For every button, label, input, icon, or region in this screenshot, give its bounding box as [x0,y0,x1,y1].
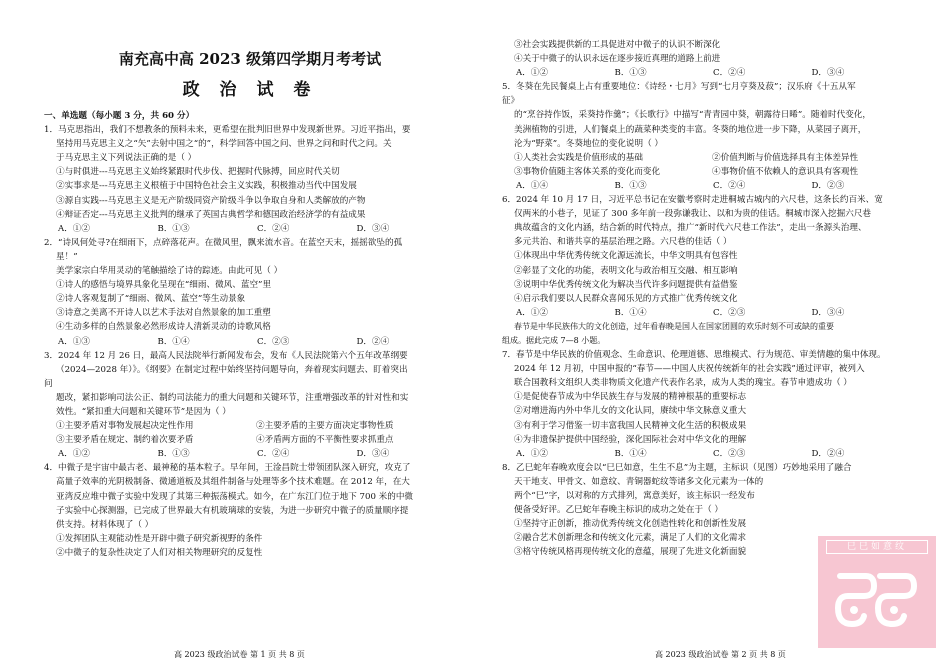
q3-item: ③主要矛盾在规定、制约着次要矛盾 [56,435,194,446]
question-1 [44,123,456,236]
q3-item: ④矛盾两方面的不平衡性要求抓重点 [256,435,394,446]
q5-item: ③事物价值随主客体关系的变化而变化 [514,166,661,177]
q6-item: ③说明中华优秀传统文化为解决当代许多问题提供有益借鉴 [514,279,738,290]
q5-option-c[interactable]: C．②④ [713,180,746,191]
note-line: 组成。据此完成 7—8 小题。 [502,335,606,345]
q4-stem-line: 高量子效率的光阴极制备、微通道板及其组件制备与处理等多个技术难题。在 2012 年，在大 [56,477,410,488]
q5-options [502,179,910,193]
question-3 [44,349,456,462]
q3-item: ②主要矛盾的主要方面决定事物性质 [256,421,394,432]
q8-stem-line: 8．乙巳蛇年春晚欢度会以“巳巳如意，生生不息”为主题，主标识（见图）巧妙地采用了融合 [502,462,852,473]
q6-stem-line: 多元共治、和谐共享的基层治理之路。六尺巷的佳话（ ） [514,237,732,248]
q5-item: ①人类社会实践是价值形成的基础 [514,152,643,163]
q2-option-c[interactable]: C．②③ [257,336,290,347]
right-page [502,38,910,559]
q7-item: ③有利于学习借鉴一切丰富我国人民精神文化生活的积极成果 [514,420,747,431]
q7-option-a[interactable]: A．①② [516,448,548,459]
q3-stem-line: 题改，紧扣影响司法公正、制约司法能力的重大问题和关键环节，注重增强改革的针对性和实 [56,392,409,403]
q1-option-c[interactable]: C．②④ [257,223,290,234]
question-5 [502,80,910,193]
q1-item: ①与时俱进---马克思主义始终紧跟时代步伐、把握时代脉搏，回应时代关切 [56,167,340,178]
q6-stem-line: 典故蕴含的文化内涵，结合新的时代特点，推广“新时代六尺巷工作法”，走出一条源头治理、 [514,223,867,234]
question-4 [44,461,456,560]
q5-stem-line: 沦为“野菜”。冬葵地位的变化说明（ ） [514,138,664,149]
section-heading: 一、单选题（每小题 3 分，共 60 分） [44,111,195,121]
exam-title: 南充高中高 2023 级第四学期月考考试 [118,50,382,68]
q5-stem-line: 的“烹谷持作饭，采葵持作羹”；《长歌行》中描写“青青园中葵，朝露待日晞”。随着时代变化， [514,110,872,121]
q1-item: ③源自实践---马克思主义是无产阶级同资产阶级斗争以争取自身和人类解放的产物 [56,195,366,206]
q6-option-c[interactable]: C．②③ [713,307,746,318]
q7-item: ①是促使春节成为中华民族生存与发展的精神根基的重要标志 [514,392,747,403]
q1-stem-line: 1．马克思指出，我们不想教条的预料未来，更希望在批判旧世界中发现新世界。习近平指出，要 [44,125,411,136]
q6-option-d[interactable]: D．③④ [811,307,845,318]
footer-left: 高 2023 级政治试卷 第 1 页 共 8 页 [174,650,305,659]
q3-items-row [44,419,456,433]
q2-stem-line: 美学家宗白华用灵动的笔触描绘了诗的踪迹。由此可见（ ） [56,266,283,277]
q3-items-row [44,433,456,447]
q5-item: ④事物价值不依赖人的意识具有客观性 [712,166,859,177]
q1-stem-line: 坚持用马克思主义之“矢”去射中国之“的”，科学回答中国之问、世界之问和时代之问。关 [56,139,392,150]
q6-item: ④启示我们要以人民群众喜闻乐见的方式推广优秀传统文化 [514,293,738,304]
q2-options [44,335,456,349]
q7-options [502,447,910,461]
q4-options [502,66,910,80]
q8-item: ①坚持守正创新，推动优秀传统文化创造性转化和创新性发展 [514,519,747,530]
q1-option-b[interactable]: B．①③ [157,223,190,234]
q2-item: ②诗人客观复制了“细雨、微风、蓝空”等生动景象 [56,294,246,305]
q7-option-c[interactable]: C．②③ [713,448,746,459]
q5-stem-line: 征》 [502,96,520,107]
question-7 [502,348,910,461]
q6-item: ①体现出中华优秀传统文化源远流长，中华文明具有包容性 [514,251,738,262]
gala-logo-caption: 巳巳如意纹 [826,540,928,554]
q7-item: ④为非遗保护提供中国经验，深化国际社会对中华文化的理解 [514,434,747,445]
footer-right: 高 2023 级政治试卷 第 2 页 共 8 页 [655,650,786,659]
q5-stem-line: 美洲植物的引进，人们餐桌上的蔬菜种类变的丰富。冬葵的地位进一步下降，从菜园子离开， [514,124,867,135]
q6-option-b[interactable]: B．①④ [614,307,647,318]
q4-item: ④关于中微子的认识永远在逐步接近真理的道路上前进 [514,54,721,65]
q6-option-a[interactable]: A．①② [516,307,548,318]
q2-stem-line: 星！” [56,251,78,262]
q5-option-a[interactable]: A．①④ [516,180,548,191]
q4-stem-line: 亚湾反应堆中微子实验中发现了其第三种振荡模式。如今，在广东江门位于地下 700 米的中微 [56,491,414,502]
q5-items-row [502,165,910,179]
q4-item: ②中微子的复杂性决定了人们对相关物理研究的反复性 [56,547,263,558]
q3-option-d[interactable]: D．③④ [356,449,390,460]
q5-option-b[interactable]: B．①③ [614,180,647,191]
q3-stem-line: 问 [44,378,53,389]
q4-item: ③社会实践提供新的工具促进对中微子的认识不断深化 [514,40,721,50]
q2-stem-line: 2．“诗风何处寻?在细雨下，点碎落花声。在微风里，飘来流水音。在蓝空天末，摇摇欲坠的孤 [44,237,403,248]
q4-stem-line: 4．中微子是宇宙中最古老、最神秘的基本粒子。早年间，王淦昌院士带领团队深入研究，攻克了 [44,463,411,474]
q3-stem-line: （2024—2028 年）》。《纲要》在制定过程中始终坚持问题导向，奔着现实问题去、盯着突出 [56,364,408,375]
q3-option-a[interactable]: A．①② [58,449,90,460]
q1-item: ④辩证否定---马克思主义批判的继承了英国古典哲学和德国政治经济学的有益成果 [56,209,366,220]
q2-option-a[interactable]: A．①③ [58,336,90,347]
q2-item: ③诗意之美离不开诗人以艺术手法对自然景象的加工重塑 [56,308,271,319]
q7-option-d[interactable]: D．②④ [811,448,845,459]
q1-item: ②实事求是---马克思主义根植于中国特色社会主义实践，积极推动当代中国发展 [56,181,357,192]
q1-option-d[interactable]: D．③④ [356,223,390,234]
q2-option-b[interactable]: B．①④ [157,336,190,347]
q4-item: ①发挥团队主观能动性是开辟中微子研究新视野的条件 [56,533,263,544]
q5-stem-line: 5．冬葵在先民餐桌上占有重要地位：《诗经・七月》写到“七月亨葵及菽”；汉乐府《十五从军 [502,82,856,93]
q2-option-d[interactable]: D．②④ [356,336,390,347]
q8-stem-line: 两个“巳”字，以对称的方式排列，寓意美好，该主标识一经发布 [514,491,755,501]
q8-stem-line: 便备受好评。乙巳蛇年春晚主标识的成功之处在于（ ） [514,505,723,516]
question-6 [502,193,910,320]
double-si-glyph-icon [818,536,936,648]
q4-option-d[interactable]: D．③④ [811,68,845,79]
q7-item: ②对增进海内外中华儿女的文化认同，赓续中华文脉意义重大 [514,406,747,417]
q3-stem-line: 3．2024 年 12 月 26 日，最高人民法院举行新闻发布会，发布《人民法院第六个五年改革纲要 [44,350,408,361]
q3-options [44,447,456,461]
q2-item: ④生动多样的自然景象必然形成诗人清新灵动的诗歌风格 [56,322,271,333]
note-line: 春节是中华民族伟大的文化创造，过年看春晚是国人在国家团圆的欢乐时刻不可或缺的重要 [514,321,834,331]
q4-stem-line: 供支持。材料体现了（ ） [56,519,154,530]
q5-item: ②价值判断与价值选择具有主体差异性 [712,152,859,163]
q4-option-b[interactable]: B．①③ [614,68,647,79]
q4-option-a[interactable]: A．①② [516,68,548,79]
question-4-continued [502,38,910,80]
left-page [44,0,456,560]
q1-options [44,222,456,236]
q3-stem-line: 效性。“紧扣重大问题和关键环节”是因为（ ） [56,406,231,417]
q1-stem-line: 于马克思主义下列说法正确的是（ ） [56,153,197,164]
gala-logo-figure [818,536,936,648]
q3-item: ①主要矛盾对事物发展起决定性作用 [56,421,194,432]
q4-option-c[interactable]: C．②④ [713,68,746,79]
q5-option-d[interactable]: D．②③ [811,180,845,191]
q8-item: ③格守传统风格再现传统文化的意蕴，展现了先进文化新面貌 [514,547,747,558]
question-2 [44,236,456,349]
q6-stem-line: 仅两米的小巷子，见证了 300 多年前一段弥谦我让、以和为贵的佳话。桐城市深入挖掘六尺巷 [514,209,872,220]
q8-item: ②融合艺术创新理念和传统文化元素，满足了人们的文化需求 [514,533,747,544]
q8-stem-line: 天干地支、甲骨文、如意纹、青铜器蛇纹等诸多文化元素为一体的 [514,476,764,487]
q1-option-a[interactable]: A．①② [58,223,90,234]
q7-stem-line: 联合国教科文组织人类非物质文化遗产代表作名录，成为人类的瑰宝。春节申遗成功（ ） [514,378,852,389]
q6-stem-line: 6．2024 年 10 月 17 日，习近平总书记在安徽考察时走进桐城古城内的六尺巷，这条长约百米、宽 [502,195,883,206]
group-note [502,320,910,348]
exam-subtitle: 政 治 试 卷 [182,80,318,100]
q2-item: ①诗人的感悟与境界具象化呈现在“细雨、微风、蓝空”里 [56,280,272,291]
q7-option-b[interactable]: B．①④ [614,448,647,459]
q7-stem-line: 2024 年 12 月初，中国申报的“春节——中国人庆祝传统新年的社会实践”通过评审，被列入 [514,364,865,375]
q5-items-row [502,151,910,165]
q4-stem-line: 子实验中心探测器，已完成了世界最大有机玻璃球的安装，为进一步研究中微子的质量顺序提 [56,505,409,516]
q6-options [502,306,910,320]
q6-item: ②彰显了文化的功能，表明文化与政治相互交融、相互影响 [514,265,738,276]
q3-option-b[interactable]: B．①③ [157,449,190,460]
q7-stem-line: 7．春节是中华民族的价值观念、生命意识、伦理道德、思维模式、行为规范、审美情趣的集中体现。 [502,350,886,361]
q3-option-c[interactable]: C．②④ [257,449,290,460]
